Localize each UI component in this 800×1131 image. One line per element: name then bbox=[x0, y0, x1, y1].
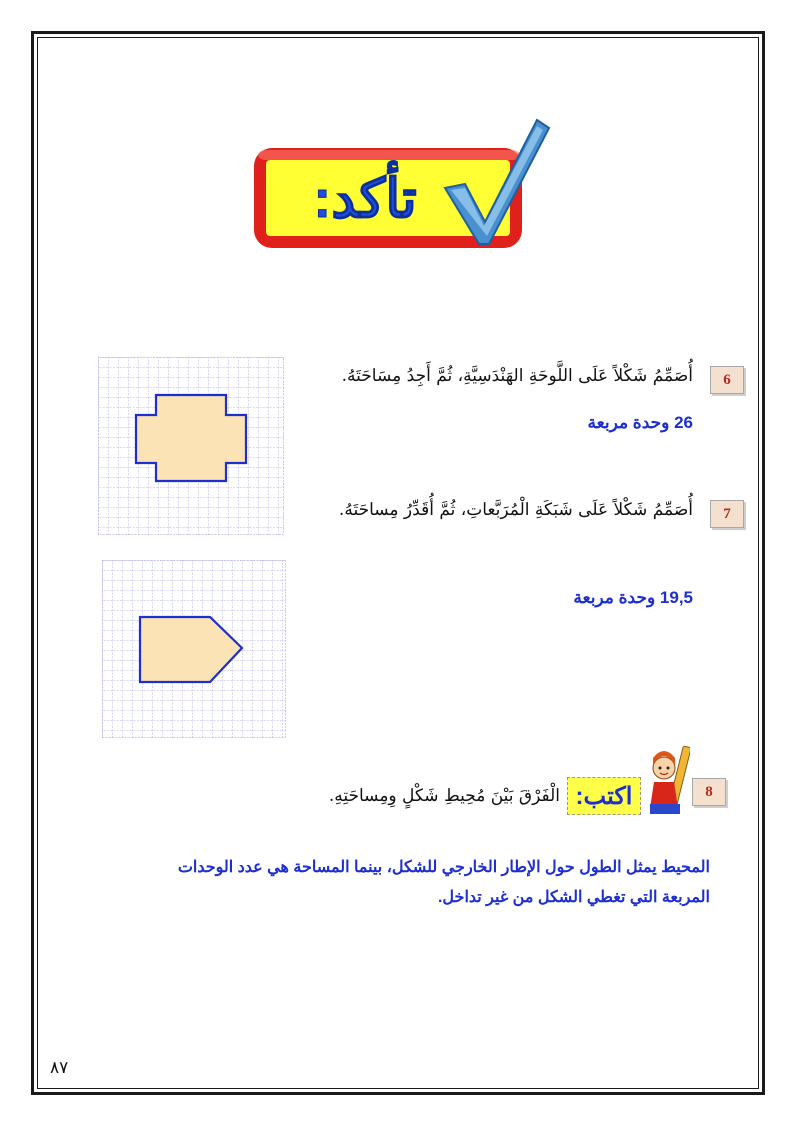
header-title: تأكد: bbox=[313, 168, 417, 229]
question-7-text: أُصَمِّمُ شَكْلاً عَلَى شَبَكَةِ الْمُرَبَّعاتِ، ثُمَّ أُقَدِّرُ مِساحَتَهُ. bbox=[338, 500, 693, 520]
question-8-answer-line-1: المحيط يمثل الطول حول الإطار الخارجي للشكل، بينما المساحة هي عدد الوحدات bbox=[177, 859, 710, 876]
question-6-number: 6 bbox=[710, 366, 744, 394]
question-7-number: 7 bbox=[710, 500, 744, 528]
question-8-answer bbox=[70, 853, 710, 913]
page-number: ٨٧ bbox=[50, 1058, 69, 1078]
question-8-number: 8 bbox=[692, 778, 726, 806]
question-7-answer: 19,5 وحدة مربعة bbox=[573, 588, 693, 607]
pencil-girl-icon bbox=[646, 742, 690, 818]
checkmark-icon bbox=[437, 110, 557, 250]
question-6-answer: 26 وحدة مربعة bbox=[587, 413, 693, 432]
question-7-grid bbox=[102, 560, 286, 738]
question-6-grid bbox=[98, 357, 284, 535]
question-8-text: الْفَرْقَ بَيْنَ مُحِيطِ شَكْلٍ وِمِساحَتِهِ. bbox=[328, 786, 560, 806]
write-label-badge: اكتب: bbox=[567, 777, 641, 815]
question-6-text: أُصَمِّمُ شَكْلاً عَلَى اللَّوحَةِ الهَنْدَسِيَّةِ، ثُمَّ أَجِدُ مِسَاحَتَهُ. bbox=[341, 366, 693, 386]
question-8-answer-line-2: المربعة التي تغطي الشكل من غير تداخل. bbox=[437, 889, 710, 906]
